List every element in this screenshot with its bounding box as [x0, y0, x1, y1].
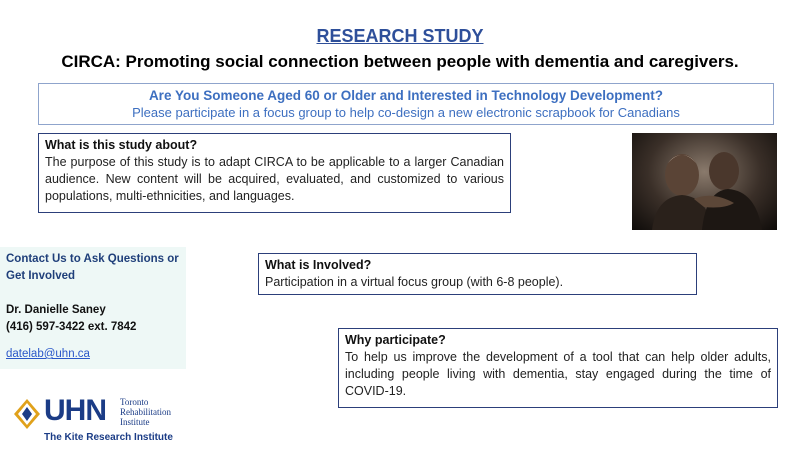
logo-wordmark: UHN	[44, 394, 106, 427]
recruitment-subheading: Please participate in a focus group to help co-design a new electronic scrapbook for Canadians	[132, 105, 680, 120]
logo-org-line: Rehabilitation	[120, 407, 171, 417]
photo-illustration	[632, 133, 777, 230]
study-subtitle: CIRCA: Promoting social connection between people with dementia and caregivers.	[61, 52, 739, 71]
why-participate-box	[338, 328, 778, 408]
about-heading: What is this study about?	[45, 138, 198, 152]
uhn-logo	[6, 395, 196, 447]
involved-heading: What is Involved?	[265, 258, 372, 272]
about-body: The purpose of this study is to adapt CIRCA to be applicable to a larger Canadian audience. New content will be acquired, evaluated, and customized to various populations, multi-ethnicities, and languages.	[45, 155, 504, 203]
study-title: RESEARCH STUDY	[316, 26, 484, 46]
why-heading: Why participate?	[345, 333, 446, 347]
kite-logo-icon	[10, 397, 44, 431]
contact-name: Dr. Danielle Saney	[6, 304, 106, 316]
logo-org-name	[120, 397, 171, 427]
logo-org-line: Toronto	[120, 397, 149, 407]
what-is-involved-box	[258, 253, 697, 295]
contact-panel	[0, 247, 186, 369]
about-study-box	[38, 133, 511, 213]
participants-photo	[632, 133, 777, 230]
contact-heading: Contact Us to Ask Questions or Get Involved	[6, 253, 179, 282]
logo-org-line: Institute	[120, 417, 150, 427]
logo-tagline: The Kite Research Institute	[44, 432, 173, 443]
contact-email-link[interactable]: datelab@uhn.ca	[6, 348, 90, 360]
involved-body: Participation in a virtual focus group (with 6-8 people).	[265, 275, 564, 289]
contact-phone: (416) 597-3422 ext. 7842	[6, 321, 137, 333]
why-body: To help us improve the development of a tool that can help older adults, including people living with dementia, stay engaged during the time of COVID-19.	[345, 350, 771, 398]
recruitment-banner	[38, 83, 774, 125]
recruitment-heading: Are You Someone Aged 60 or Older and Interested in Technology Development?	[148, 88, 664, 103]
